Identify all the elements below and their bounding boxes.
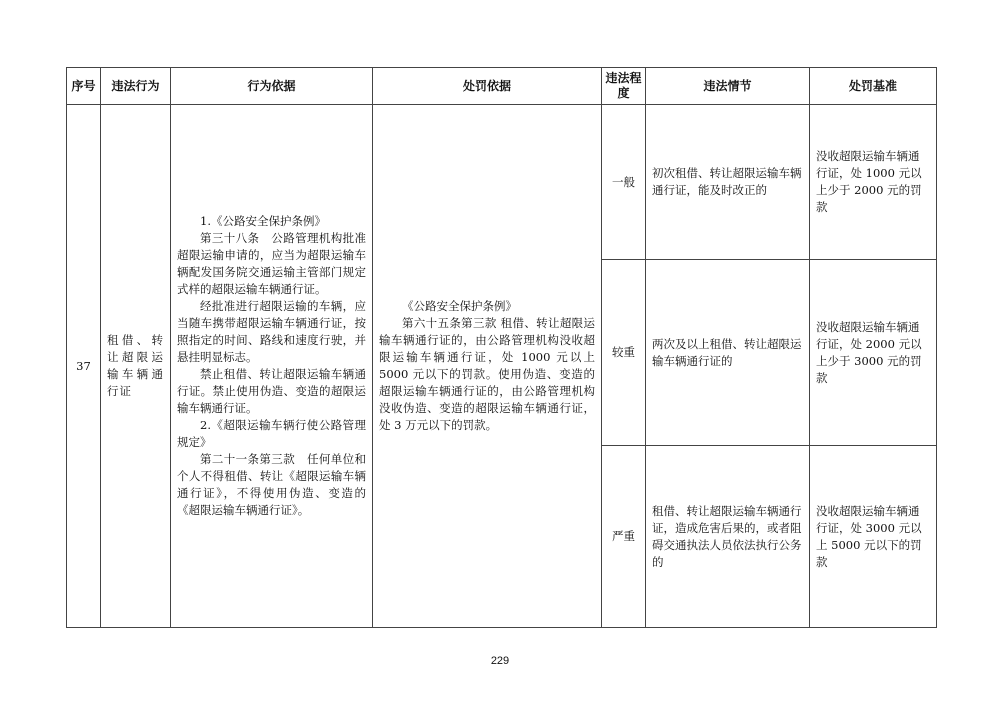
degree-serious: 较重 — [602, 260, 646, 446]
act-basis-cell — [171, 105, 373, 628]
table-row — [67, 105, 937, 260]
standard-severe: 没收超限运输车辆通行证，处 3000 元以上 5000 元以下的罚款 — [810, 446, 937, 628]
circumstance-severe: 租借、转让超限运输车辆通行证，造成危害后果的，或者阻碍交通执法人员依法执行公务的 — [646, 446, 810, 628]
header-circumstance: 违法情节 — [646, 68, 810, 105]
standard-serious: 没收超限运输车辆通行证，处 2000 元以上少于 3000 元的罚款 — [810, 260, 937, 446]
header-seq: 序号 — [67, 68, 101, 105]
header-violation: 违法行为 — [101, 68, 171, 105]
header-penalty-basis: 处罚依据 — [373, 68, 602, 105]
act-basis-paragraph: 第三十八条 公路管理机构批准超限运输申请的，应当为超限运输车辆配发国务院交通运输主管部门规定式样的超限运输车辆通行证。 — [177, 231, 366, 296]
penalty-table — [66, 67, 937, 628]
act-basis-paragraph: 第二十一条第三款 任何单位和个人不得租借、转让《超限运输车辆通行证》，不得使用伪造、变造的《超限运输车辆通行证》。 — [177, 452, 366, 517]
row-seq: 37 — [67, 105, 101, 628]
standard-general: 没收超限运输车辆通行证，处 1000 元以上少于 2000 元的罚款 — [810, 105, 937, 260]
page-number: 229 — [490, 655, 510, 667]
circumstance-general: 初次租借、转让超限运输车辆通行证，能及时改正的 — [646, 105, 810, 260]
act-basis-paragraph: 1.《公路安全保护条例》 — [200, 214, 326, 228]
act-basis-paragraph: 经批准进行超限运输的车辆，应当随车携带超限运输车辆通行证，按照指定的时间、路线和速度行驶，并悬挂明显标志。 — [177, 299, 366, 364]
header-standard: 处罚基准 — [810, 68, 937, 105]
penalty-basis-cell — [373, 105, 602, 628]
circumstance-serious: 两次及以上租借、转让超限运输车辆通行证的 — [646, 260, 810, 446]
row-violation: 租借、转让超限运输车辆通行证 — [101, 105, 171, 628]
degree-general: 一般 — [602, 105, 646, 260]
penalty-basis-paragraph: 第六十五条第三款 租借、转让超限运输车辆通行证的，由公路管理机构没收超限运输车辆通行证，处 1000 元以上 5000 元以下的罚款。使用伪造、变造的超限运输车辆通行证的，由公路管理机构没收伪造、变造的超限运输车辆通行证，处 3 万元以下的罚款。 — [379, 316, 595, 432]
degree-severe: 严重 — [602, 446, 646, 628]
penalty-basis-paragraph: 《公路安全保护条例》 — [402, 299, 517, 313]
header-degree: 违法程度 — [602, 68, 646, 105]
header-act-basis: 行为依据 — [171, 68, 373, 105]
header-row — [67, 68, 937, 105]
act-basis-paragraph: 2.《超限运输车辆行使公路管理规定》 — [177, 418, 366, 449]
act-basis-paragraph: 禁止租借、转让超限运输车辆通行证。禁止使用伪造、变造的超限运输车辆通行证。 — [177, 367, 366, 415]
